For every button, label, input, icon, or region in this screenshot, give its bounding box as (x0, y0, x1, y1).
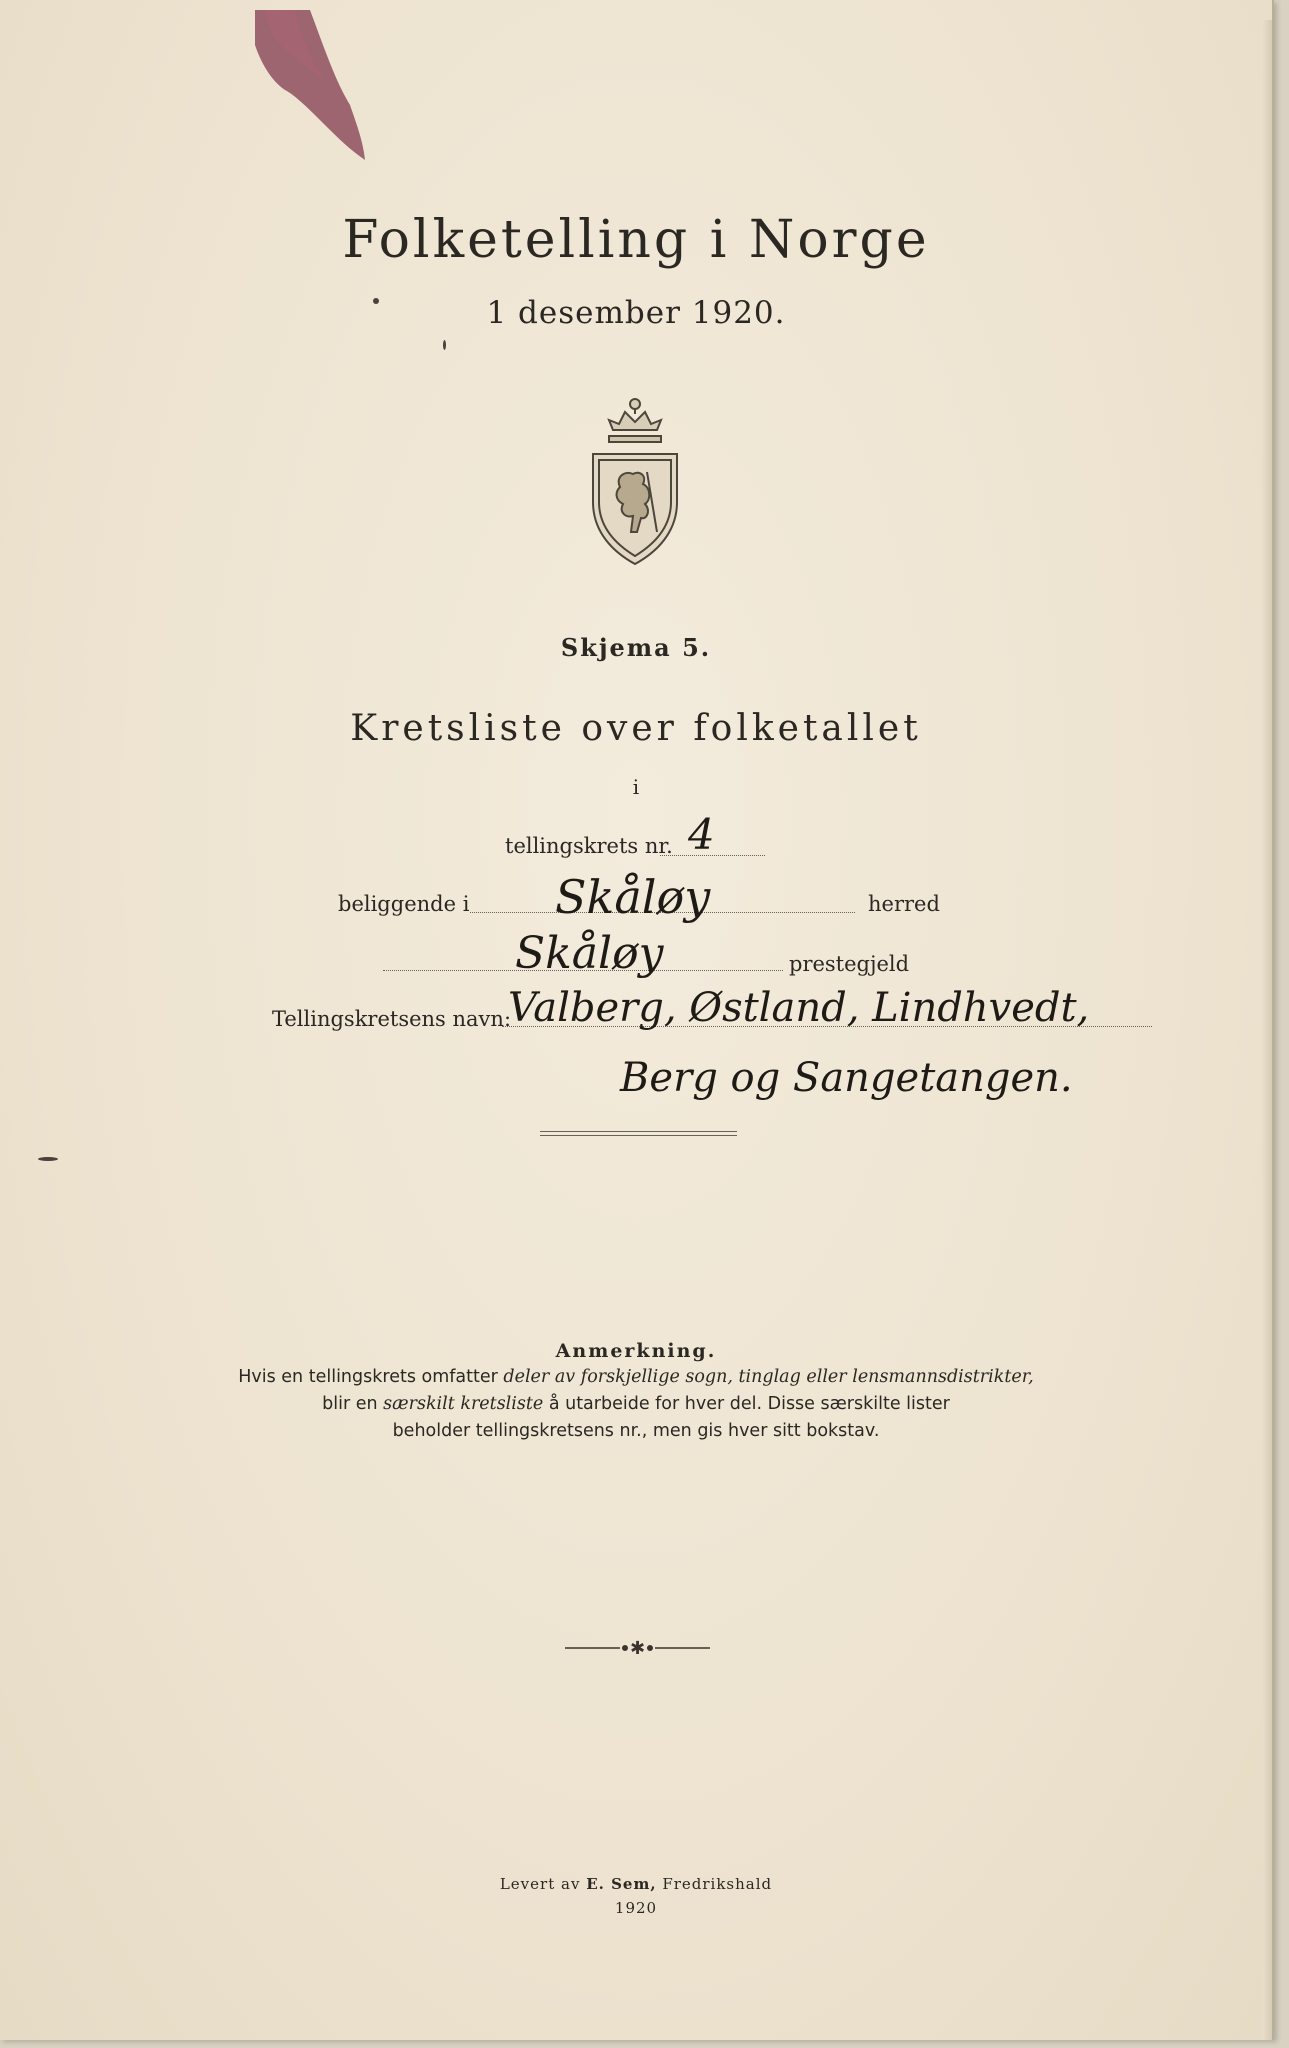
beliggende-value: Skåløy (555, 870, 711, 924)
divider-rule (540, 1135, 737, 1136)
note-emphasis: særskilt kretsliste (383, 1394, 544, 1414)
schema-number: Skjema 5. (560, 633, 712, 662)
svg-text:✱: ✱ (629, 1638, 646, 1658)
note-text: å utarbeide for hver del. Disse særskilte lister (543, 1394, 950, 1414)
ink-speck (443, 340, 446, 350)
herred-label: herred (868, 892, 940, 916)
note-text: Hvis en tellingskrets omfatter (238, 1367, 504, 1387)
tellingskrets-value: 4 (688, 810, 715, 859)
note-text: blir en (322, 1394, 384, 1414)
printer-year: 1920 (614, 1899, 658, 1917)
prestegjeld-label: prestegjeld (789, 952, 910, 976)
note-line-1 (0, 1364, 1272, 1391)
note-line-2 (0, 1391, 1272, 1418)
ink-speck (38, 1157, 58, 1161)
prestegjeld-value: Skåløy (515, 928, 664, 979)
document-title: Folketelling i Norge (342, 210, 930, 270)
census-date: 1 desember 1920. (486, 295, 786, 331)
printer-prefix: Levert av (499, 1875, 587, 1893)
beliggende-label: beliggende i (338, 892, 470, 916)
printer-credit (0, 1872, 1272, 1920)
ink-stain (255, 10, 365, 160)
kretsnavn-label: Tellingskretsens navn: (272, 1007, 512, 1031)
printer-place: Fredrikshald (656, 1875, 773, 1893)
star-ornament-icon (560, 1638, 715, 1658)
divider-rule (540, 1131, 737, 1132)
note-heading: Anmerkning. (555, 1340, 717, 1362)
coat-of-arms-icon (585, 392, 685, 567)
printer-name: E. Sem, (586, 1875, 657, 1893)
form-heading: Kretsliste over folketallet (350, 708, 922, 749)
kretsnavn-value-line2: Berg og Sangetangen. (620, 1055, 1073, 1101)
kretsnavn-value-line1: Valberg, Østland, Lindhvedt, (508, 985, 1090, 1031)
i-label: i (632, 775, 640, 799)
note-line-3: beholder tellingskretsens nr., men gis hver sitt bokstav. (392, 1421, 880, 1441)
note-emphasis: deler av forskjellige sogn, tinglag eller lensmannsdistrikter, (503, 1367, 1034, 1387)
tellingskrets-label: tellingskrets nr. (505, 834, 673, 858)
